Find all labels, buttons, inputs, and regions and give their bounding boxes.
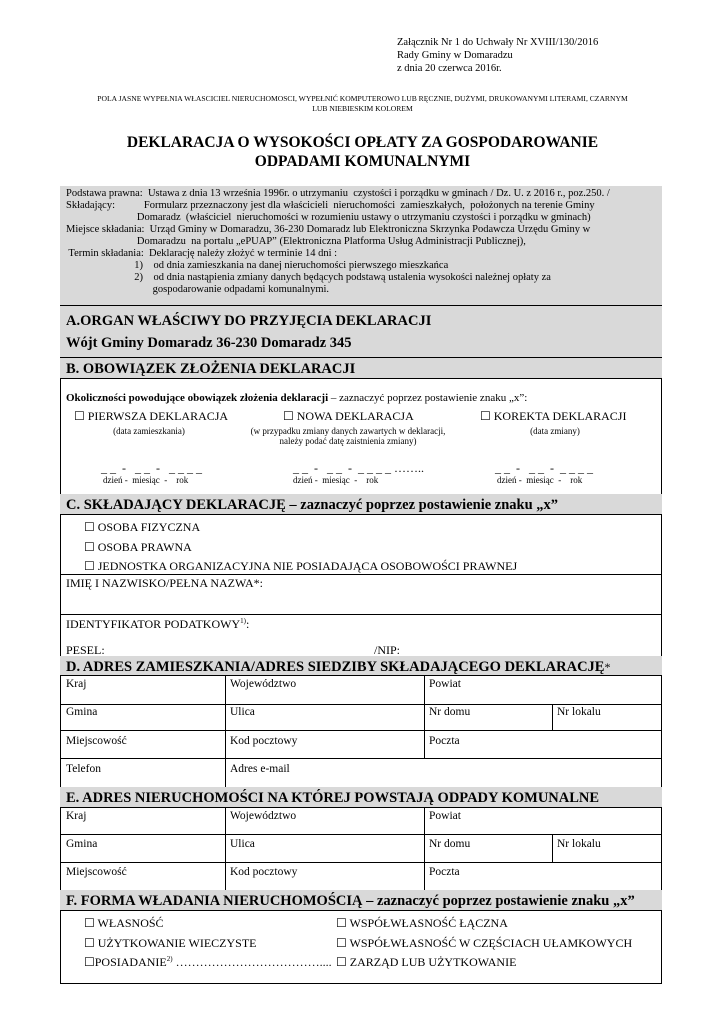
e-street-field[interactable]: Ulica xyxy=(230,838,255,850)
correction-declaration-date-field[interactable]: _ _ - _ _ - _ _ _ _ xyxy=(495,461,593,475)
tax-id-colon: : xyxy=(245,617,250,631)
basis-line: 1) od dnia zamieszkania na danej nieruchomości pierwszego mieszkańca xyxy=(66,260,449,271)
e-commune-field[interactable]: Gmina xyxy=(66,838,98,850)
first-declaration-date-field[interactable]: _ _ - _ _ - _ _ _ _ xyxy=(101,461,202,475)
section-b-title: B. OBOWIĄZEK ZŁOŻENIA DEKLARACJI xyxy=(66,361,356,377)
natural-person-checkbox[interactable]: ☐ OSOBA FIZYCZNA xyxy=(84,520,201,534)
correction-declaration-hint: (data zmiany) xyxy=(530,426,580,436)
e-district-field[interactable]: Powiat xyxy=(429,810,461,822)
divider xyxy=(60,834,662,835)
document-title xyxy=(40,133,685,171)
fractional-co-ownership-checkbox[interactable]: ☐ WSPÓŁWŁASNOŚĆ W CZĘŚCIACH UŁAMKOWYCH xyxy=(336,936,633,950)
title-line: ODPADAMI KOMUNALNYMI xyxy=(254,153,471,170)
annex-line: z dnia 20 czerwca 2016r. xyxy=(397,63,502,74)
tax-id-label: IDENTYFIKATOR PODATKOWY xyxy=(66,617,241,631)
d-commune-field[interactable]: Gmina xyxy=(66,706,98,718)
column-divider xyxy=(225,676,226,787)
d-voivodeship-field[interactable]: Województwo xyxy=(230,678,297,690)
tax-id-field[interactable] xyxy=(66,617,249,631)
column-divider xyxy=(424,676,425,758)
d-post-office-field[interactable]: Poczta xyxy=(429,735,460,747)
basis-line: Termin składania: Deklarację należy złożyć w terminie 14 dni : xyxy=(66,248,338,259)
e-house-number-field[interactable]: Nr domu xyxy=(429,838,471,850)
divider xyxy=(60,574,662,575)
perpetual-usufruct-checkbox[interactable]: ☐ UŻYTKOWANIE WIECZYSTE xyxy=(84,936,257,950)
date-caption: dzień - miesiąc - rok xyxy=(293,475,379,485)
basis-line: Miejsce składania: Urząd Gminy w Domaradzu, 36-230 Domaradz lub Elektroniczna Skrzynka Podawcza Urzędu Gminy w xyxy=(66,224,591,235)
title-line: DEKLARACJA O WYSOKOŚCI OPŁATY ZA GOSPODAROWANIE xyxy=(126,134,599,151)
legal-basis xyxy=(66,188,610,296)
required-star: * xyxy=(604,660,611,674)
first-declaration-hint: (data zamieszkania) xyxy=(113,426,185,436)
basis-line: 2) od dnia nastąpienia zmiany danych będących podstawą ustalenia wysokości należnej opłaty za xyxy=(66,272,551,283)
new-declaration-date-field[interactable]: _ _ - _ _ - _ _ _ _ …….. xyxy=(293,461,424,475)
d-country-field[interactable]: Kraj xyxy=(66,678,87,690)
legal-person-checkbox[interactable]: ☐ OSOBA PRAWNA xyxy=(84,540,192,554)
basis-line: Domaradzu na portalu „ePUAP” (Elektroniczna Platforma Usług Administracji Publicznej), xyxy=(66,236,526,247)
column-divider xyxy=(552,704,553,730)
section-d-title xyxy=(66,658,610,676)
possession-checkbox[interactable] xyxy=(84,955,332,969)
e-post-office-field[interactable]: Poczta xyxy=(429,866,460,878)
basis-line: gospodarowanie odpadami komunalnymi. xyxy=(66,284,330,295)
fill-instruction xyxy=(40,94,685,114)
ownership-checkbox[interactable]: ☐ WŁASNOŚĆ xyxy=(84,916,164,930)
d-postcode-field[interactable]: Kod pocztowy xyxy=(230,735,298,747)
footnote-1: 1) xyxy=(240,617,246,625)
d-street-field[interactable]: Ulica xyxy=(230,706,255,718)
d-town-field[interactable]: Miejscowość xyxy=(66,735,127,747)
correction-declaration-checkbox[interactable]: ☐ KOREKTA DEKLARACJI xyxy=(480,409,627,423)
divider xyxy=(60,758,662,759)
management-or-use-checkbox[interactable]: ☐ ZARZĄD LUB UŻYTKOWANIE xyxy=(336,955,517,969)
section-f-title: F. FORMA WŁADANIA NIERUCHOMOŚCIĄ – zaznaczyć poprzez postawienie znaku „x” xyxy=(66,893,635,909)
section-a-title: A.ORGAN WŁAŚCIWY DO PRZYJĘCIA DEKLARACJI xyxy=(66,313,432,329)
e-town-field[interactable]: Miejscowość xyxy=(66,866,127,878)
authority-name: Wójt Gminy Domaradz 36-230 Domaradz 345 xyxy=(66,335,352,351)
annex-line: Rady Gminy w Domaradzu xyxy=(397,50,513,61)
date-caption: dzień - miesiąc - rok xyxy=(497,475,583,485)
new-declaration-hint: należy podać datę zaistnienia zmiany) xyxy=(279,436,417,446)
obligation-prompt xyxy=(66,392,527,405)
new-declaration-hint: (w przypadku zmiany danych zawartych w deklaracji, xyxy=(250,426,446,436)
d-house-number-field[interactable]: Nr domu xyxy=(429,706,471,718)
organizational-unit-checkbox[interactable]: ☐ JEDNOSTKA ORGANIZACYJNA NIE POSIADAJĄCA OSOBOWOŚCI PRAWNEJ xyxy=(84,559,518,573)
instruction-line: LUB NIEBIESKIM KOLOREM xyxy=(312,104,413,113)
basis-line: Podstawa prawna: Ustawa z dnia 13 września 1996r. o utrzymaniu czystości i porządku w gminach / Dz. U. z 2016 r., poz.250. / xyxy=(66,188,610,199)
pesel-field[interactable]: PESEL: xyxy=(66,643,105,657)
instruction-line: POLA JASNE WYPEŁNIA WŁASCICIEL NIERUCHOMOSCI, WYPEŁNIĆ KOMPUTEROWO LUB RĘCZNIE, DUŻYMI, DRUKOWANYMI LITERAMI, CZARNYM xyxy=(97,94,628,103)
divider xyxy=(60,730,662,731)
obligation-prompt-bold: Okoliczności powodujące obowiązek złożenia deklaracji xyxy=(66,392,329,404)
section-c-title: C. SKŁADAJĄCY DEKLARACJĘ – zaznaczyć poprzez postawienie znaku „x” xyxy=(66,497,559,513)
basis-line: Składający: Formularz przeznaczony jest dla właścicieli nieruchomości zamieszkałych, położonych na terenie Gminy xyxy=(66,200,595,211)
column-divider xyxy=(225,808,226,890)
divider xyxy=(60,614,662,615)
d-flat-number-field[interactable]: Nr lokalu xyxy=(557,706,601,718)
first-declaration-checkbox[interactable]: ☐ PIERWSZA DEKLARACJA xyxy=(74,409,229,423)
nip-field[interactable]: /NIP: xyxy=(374,643,401,657)
d-phone-field[interactable]: Telefon xyxy=(66,763,101,775)
full-name-field[interactable]: IMIĘ I NAZWISKO/PEŁNA NAZWA*: xyxy=(66,576,263,590)
d-district-field[interactable]: Powiat xyxy=(429,678,461,690)
joint-ownership-checkbox[interactable]: ☐ WSPÓŁWŁASNOŚĆ ŁĄCZNA xyxy=(336,916,508,930)
e-flat-number-field[interactable]: Nr lokalu xyxy=(557,838,601,850)
obligation-prompt-rest: – zaznaczyć poprzez postawienie znaku „x”: xyxy=(328,392,528,404)
e-country-field[interactable]: Kraj xyxy=(66,810,87,822)
new-declaration-checkbox[interactable]: ☐ NOWA DEKLARACJA xyxy=(283,409,414,423)
e-voivodeship-field[interactable]: Województwo xyxy=(230,810,297,822)
section-e-title: E. ADRES NIERUCHOMOŚCI NA KTÓREJ POWSTAJĄ ODPADY KOMUNALNE xyxy=(66,790,600,806)
column-divider xyxy=(424,808,425,890)
section-d-title-text: D. ADRES ZAMIESZKANIA/ADRES SIEDZIBY SKŁADAJĄCEGO DEKLARACJĘ xyxy=(66,659,605,675)
date-caption: dzień - miesiąc - rok xyxy=(103,475,189,485)
d-email-field[interactable]: Adres e-mail xyxy=(230,763,290,775)
e-postcode-field[interactable]: Kod pocztowy xyxy=(230,866,298,878)
annex-line: Załącznik Nr 1 do Uchwały Nr XVIII/130/2016 xyxy=(397,37,599,48)
footnote-2: 2) xyxy=(166,955,173,963)
possession-label: ☐POSIADANIE xyxy=(84,955,167,969)
basis-line: Domaradz (właściciel nieruchomości w rozumieniu ustawy o utrzymaniu czystości i porządku w gminach) xyxy=(66,212,591,223)
possession-dots: ……………………………….... xyxy=(172,955,332,969)
column-divider xyxy=(552,834,553,862)
divider xyxy=(60,862,662,863)
annex-reference xyxy=(397,36,598,75)
